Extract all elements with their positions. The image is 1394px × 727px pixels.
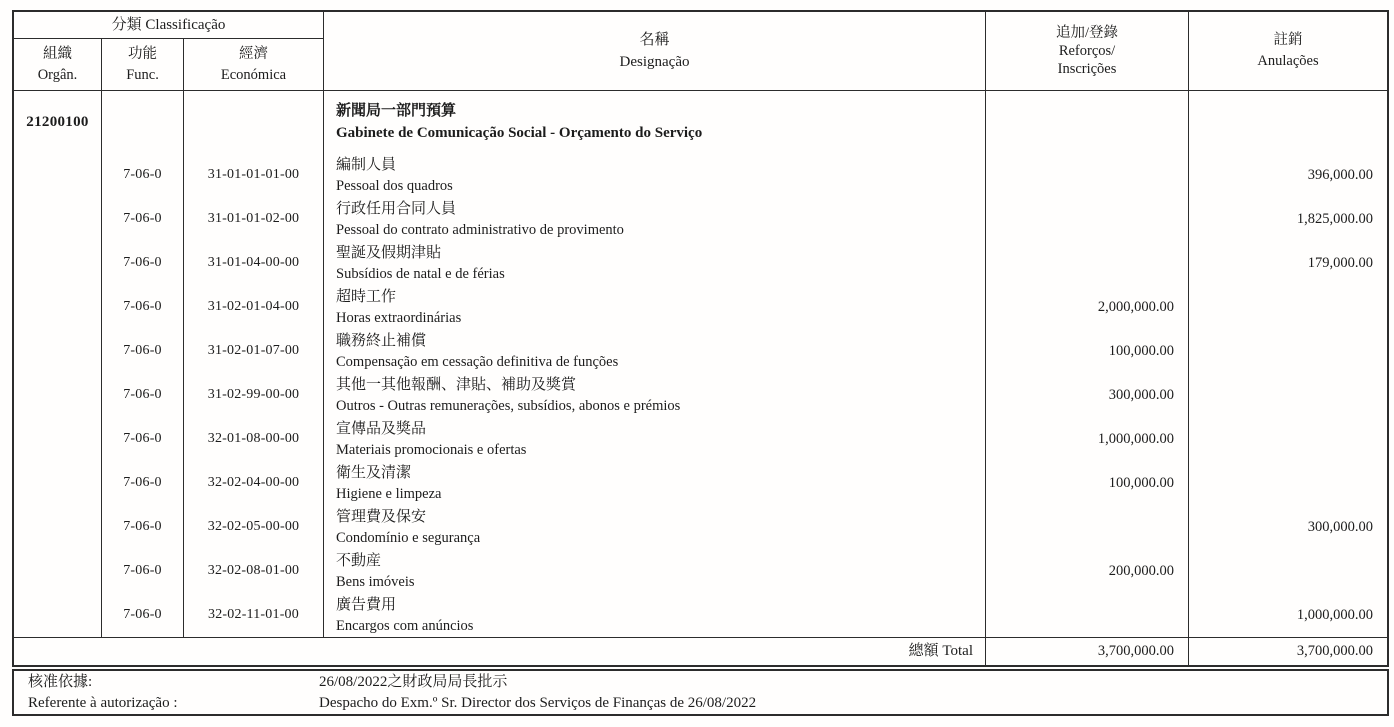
economic-code-cell: 31-01-01-01-00 [184,153,324,197]
col-header-annulments [1189,12,1387,90]
annulment-amount-cell [1189,285,1387,329]
designation-zh: 職務終止補償 [336,332,427,349]
section-title [324,91,986,153]
annulment-amount-cell: 300,000.00 [1307,518,1373,535]
col-header-organic-zh: 組織 [43,45,72,62]
designation-cell [324,241,986,285]
table-row [14,505,1387,549]
col-header-functional-pt: Func. [126,66,159,83]
economic-code-cell: 32-01-08-00-00 [184,417,324,461]
designation-pt: Higiene e limpeza [336,485,442,502]
col-header-economic [184,39,323,90]
reinforcement-amount-cell [986,241,1189,285]
classification-header-group [14,12,324,90]
col-header-reinforcements-pt2: Inscrições [1057,61,1117,77]
designation-pt: Subsídios de natal e de férias [336,265,505,282]
annulment-amount-cell [1189,461,1387,505]
table-row [14,461,1387,505]
authorization-label-pt: Referente à autorização : [28,694,178,711]
col-header-economic-pt: Económica [220,66,287,83]
table-row [14,153,1387,197]
reinforcement-amount-cell: 300,000.00 [986,373,1189,417]
authorization-value-pt: Despacho do Exm.º Sr. Director dos Serviços de Finanças de 26/08/2022 [319,694,757,711]
functional-code-cell: 7-06-0 [102,549,184,593]
authorization-label-zh: 核准依據: [28,673,93,690]
designation-pt: Outros - Outras remunerações, subsídios, abonos e prémios [336,397,681,414]
designation-zh: 聖誕及假期津貼 [336,244,442,261]
annulment-amount-cell [1189,549,1387,593]
economic-code-cell: 32-02-11-01-00 [184,593,324,637]
economic-code-cell: 32-02-08-01-00 [184,549,324,593]
total-row [14,637,1387,665]
col-header-designation [324,12,986,90]
economic-code-cell: 31-02-01-04-00 [184,285,324,329]
table-row [14,285,1387,329]
designation-cell [324,417,986,461]
reinforcement-amount-cell: 100,000.00 [986,329,1189,373]
designation-zh: 宣傳品及獎品 [336,420,427,437]
total-annulments: 3,700,000.00 [1296,643,1373,659]
designation-cell [324,285,986,329]
economic-code-cell: 31-02-99-00-00 [184,373,324,417]
col-header-classification: 分類 Classificação [14,12,323,39]
annulment-amount-cell: 396,000.00 [1307,166,1373,183]
section-title-row [14,91,1387,153]
designation-zh: 編制人員 [336,156,397,173]
table-row [14,197,1387,241]
designation-cell [324,153,986,197]
section-title-zh: 新聞局一部門預算 [336,103,457,119]
reinforcement-amount-cell [986,197,1189,241]
designation-cell [324,593,986,637]
functional-code-cell: 7-06-0 [102,505,184,549]
col-header-annulments-pt: Anulações [1257,53,1319,69]
reinforcement-amount-cell: 100,000.00 [986,461,1189,505]
economic-code-cell: 32-02-04-00-00 [184,461,324,505]
col-header-organic [14,39,102,90]
col-header-reinforcements-zh: 追加/登錄 [1055,25,1119,41]
designation-cell [324,505,986,549]
designation-pt: Bens imóveis [336,573,415,590]
table-body [14,91,1387,637]
annulment-amount-cell [1189,329,1387,373]
functional-code-cell: 7-06-0 [102,197,184,241]
reinforcement-amount-cell: 2,000,000.00 [986,285,1189,329]
reinforcement-amount-cell [986,505,1189,549]
col-header-reinforcements [986,12,1189,90]
economic-code-cell: 31-01-01-02-00 [184,197,324,241]
authorization-value-zh: 26/08/2022之財政局局長批示 [319,673,508,690]
table-row [14,329,1387,373]
budget-table [12,10,1389,667]
economic-code-cell: 31-01-04-00-00 [184,241,324,285]
organic-code: 21200100 [14,91,102,153]
designation-pt: Pessoal dos quadros [336,177,453,194]
reinforcement-amount-cell [986,593,1189,637]
table-header [14,12,1387,91]
annulment-amount-cell [1189,417,1387,461]
annulment-amount-cell: 1,000,000.00 [1296,606,1373,623]
economic-code-cell: 31-02-01-07-00 [184,329,324,373]
designation-cell [324,329,986,373]
functional-code-cell: 7-06-0 [102,285,184,329]
col-header-designation-pt: Designação [619,54,690,70]
functional-code-cell: 7-06-0 [102,373,184,417]
total-label: 總額 Total [14,638,986,665]
reinforcement-amount-cell: 200,000.00 [986,549,1189,593]
col-header-functional-zh: 功能 [128,45,157,62]
economic-code-cell: 32-02-05-00-00 [184,505,324,549]
annulment-amount-cell [1189,373,1387,417]
table-row [14,593,1387,637]
designation-cell [324,461,986,505]
functional-code-cell: 7-06-0 [102,241,184,285]
designation-cell [324,373,986,417]
designation-zh: 管理費及保安 [336,508,427,525]
designation-pt: Pessoal do contrato administrativo de provimento [336,221,624,238]
designation-pt: Horas extraordinárias [336,309,462,326]
table-row [14,549,1387,593]
total-reinforcements: 3,700,000.00 [986,638,1189,665]
designation-pt: Condomínio e segurança [336,529,481,546]
col-header-reinforcements-pt1: Reforços/ [1058,43,1116,59]
functional-code-cell: 7-06-0 [102,153,184,197]
designation-zh: 其他一其他報酬、津貼、補助及獎賞 [336,376,577,393]
col-header-functional [102,39,184,90]
annulment-amount-cell: 1,825,000.00 [1296,210,1373,227]
col-header-designation-zh: 名稱 [639,32,670,48]
designation-zh: 不動産 [336,552,382,569]
designation-zh: 超時工作 [336,288,397,305]
col-header-organic-pt: Orgân. [37,66,78,83]
designation-zh: 衛生及清潔 [336,464,412,481]
designation-cell [324,549,986,593]
designation-cell [324,197,986,241]
functional-code-cell: 7-06-0 [102,417,184,461]
designation-pt: Materiais promocionais e ofertas [336,441,527,458]
designation-pt: Compensação em cessação definitiva de funções [336,353,619,370]
reinforcement-amount-cell: 1,000,000.00 [986,417,1189,461]
table-row [14,417,1387,461]
functional-code-cell: 7-06-0 [102,593,184,637]
annulment-amount-cell: 179,000.00 [1307,254,1373,271]
designation-pt: Encargos com anúncios [336,617,474,634]
table-row [14,241,1387,285]
designation-zh: 廣告費用 [336,596,397,613]
functional-code-cell: 7-06-0 [102,329,184,373]
section-title-pt: Gabinete de Comunicação Social - Orçamento do Serviço [336,125,703,141]
col-header-economic-zh: 經濟 [239,45,268,62]
functional-code-cell: 7-06-0 [102,461,184,505]
designation-zh: 行政任用合同人員 [336,200,457,217]
authorization-footer [12,669,1389,716]
table-row [14,373,1387,417]
reinforcement-amount-cell [986,153,1189,197]
col-header-annulments-zh: 註銷 [1273,32,1303,48]
